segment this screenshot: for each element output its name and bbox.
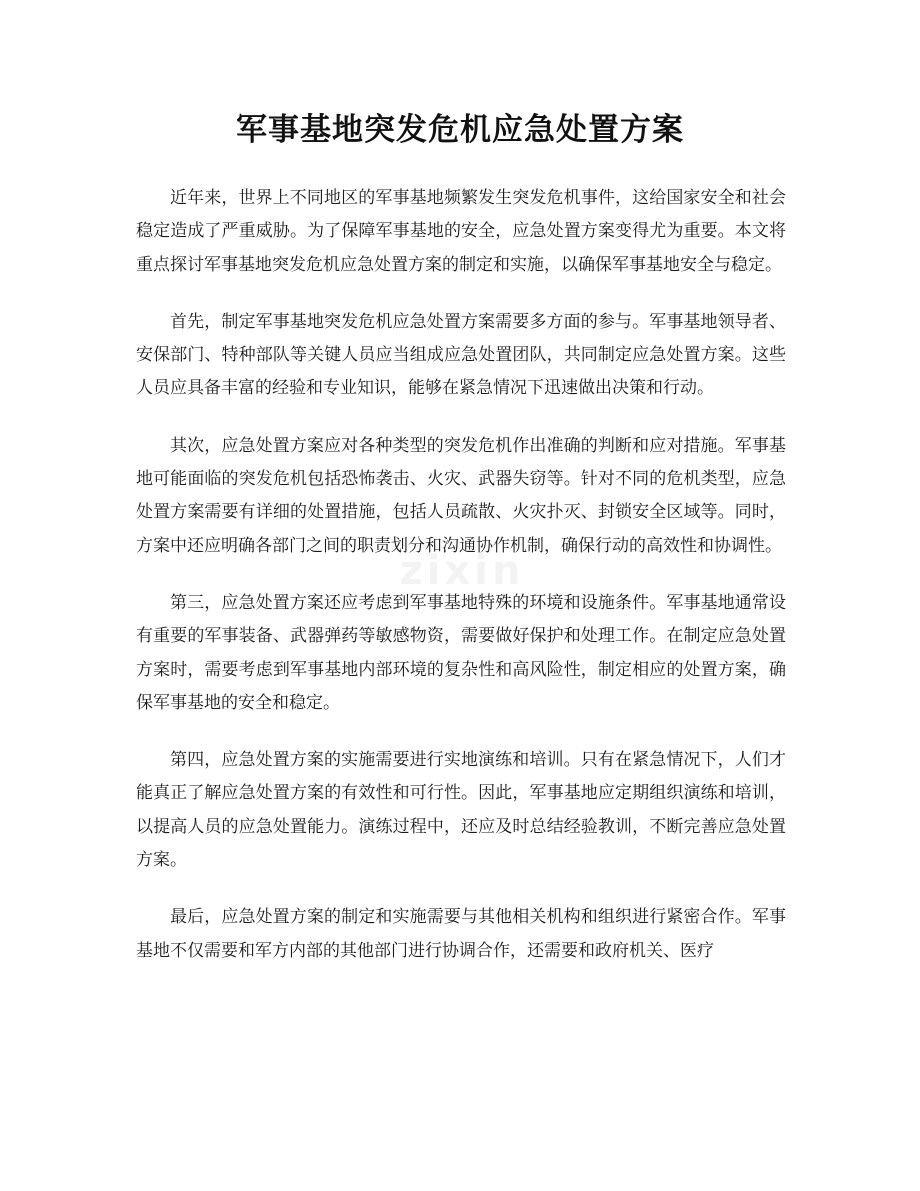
paragraph-third: 第三，应急处置方案还应考虑到军事基地特殊的环境和设施条件。军事基地通常设有重要的军事装备、武器弹药等敏感物资，需要做好保护和处理工作。在制定应急处置方案时，需要考虑到军事基地内部环境的复杂性和高风险性，制定相应的处置方案，确保军事基地的安全和稳定。 bbox=[136, 592, 786, 713]
paragraph-last: 最后，应急处置方案的制定和实施需要与其他相关机构和组织进行紧密合作。军事基地不仅需要和军方内部的其他部门进行协调合作，还需要和政府机关、医疗 bbox=[136, 907, 786, 961]
paragraph-fourth: 第四，应急处置方案的实施需要进行实地演练和培训。只有在紧急情况下，人们才能真正了解应急处置方案的有效性和可行性。因此，军事基地应定期组织演练和培训，以提高人员的应急处置能力。演练过程中，还应及时总结经验教训，不断完善应急处置方案。 bbox=[136, 750, 786, 871]
paragraph-intro: 近年来，世界上不同地区的军事基地频繁发生突发危机事件，这给国家安全和社会稳定造成了严重威胁。为了保障军事基地的安全，应急处置方案变得尤为重要。本文将重点探讨军事基地突发危机应急处置方案的制定和实施，以确保军事基地安全与稳定。 bbox=[136, 188, 786, 275]
document-body bbox=[136, 182, 786, 992]
document-title: 军事基地突发危机应急处置方案 bbox=[236, 112, 684, 148]
paragraph-second: 其次，应急处置方案应对各种类型的突发危机作出准确的判断和应对措施。军事基地可能面临的突发危机包括恐怖袭击、火灾、武器失窃等。针对不同的危机类型，应急处置方案需要有详细的处置措施，包括人员疏散、火灾扑灭、封锁安全区域等。同时，方案中还应明确各部门之间的职责划分和沟通协作机制，确保行动的高效性和协调性。 bbox=[136, 435, 786, 556]
paragraph-first: 首先，制定军事基地突发危机应急处置方案需要多方面的参与。军事基地领导者、安保部门、特种部队等关键人员应当组成应急处置团队，共同制定应急处置方案。这些人员应具备丰富的经验和专业知识，能够在紧急情况下迅速做出决策和行动。 bbox=[136, 311, 786, 399]
watermark: zixin bbox=[399, 548, 525, 594]
